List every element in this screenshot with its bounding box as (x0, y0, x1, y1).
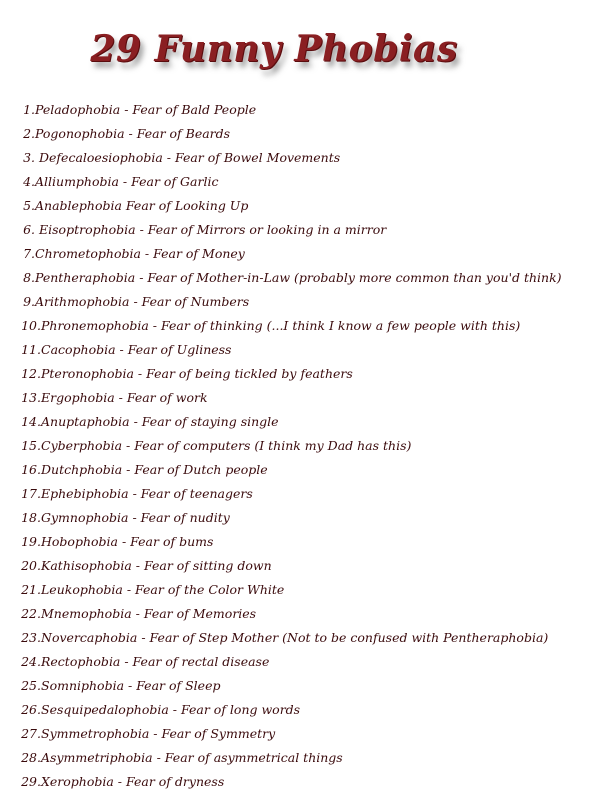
item-text: Novercaphobia - Fear of Step Mother (Not to be confused with Pentheraphobia) (41, 630, 549, 645)
item-text: Xerophobia - Fear of dryness (41, 774, 225, 789)
list-item (20, 218, 598, 242)
item-text: Sesquipedalophobia - Fear of long words (41, 702, 301, 717)
item-number: 22. (21, 606, 41, 621)
item-text: Arithmophobia - Fear of Numbers (35, 294, 250, 309)
list-item (20, 770, 598, 794)
item-text: Anuptaphobia - Fear of staying single (41, 414, 279, 429)
item-text: Peladophobia - Fear of Bald People (35, 102, 257, 117)
item-number: 11. (21, 342, 41, 357)
item-number: 15. (21, 438, 41, 453)
item-number: 23. (21, 630, 41, 645)
list-item (20, 170, 598, 194)
item-number: 4. (23, 174, 35, 189)
item-number: 25. (21, 678, 41, 693)
item-number: 16. (21, 462, 41, 477)
item-number: 9. (23, 294, 35, 309)
list-item (20, 98, 598, 122)
list-item (20, 122, 598, 146)
item-number: 6. (23, 222, 35, 237)
item-number: 14. (21, 414, 41, 429)
phobia-list (20, 98, 598, 794)
item-text: Cacophobia - Fear of Ugliness (41, 342, 232, 357)
item-text: Pteronophobia - Fear of being tickled by feathers (41, 366, 353, 381)
item-text: Leukophobia - Fear of the Color White (41, 582, 285, 597)
item-number: 28. (21, 750, 41, 765)
item-number: 27. (21, 726, 41, 741)
item-number: 17. (21, 486, 41, 501)
item-number: 8. (23, 270, 35, 285)
list-item (20, 146, 598, 170)
list-item (20, 722, 598, 746)
list-item (20, 362, 598, 386)
list-item (20, 578, 598, 602)
item-text: Cyberphobia - Fear of computers (I think my Dad has this) (41, 438, 412, 453)
item-number: 3. (23, 150, 35, 165)
list-item (20, 458, 598, 482)
item-text: Ephebiphobia - Fear of teenagers (41, 486, 253, 501)
list-item (20, 746, 598, 770)
item-text: Eisoptrophobia - Fear of Mirrors or looking in a mirror (39, 222, 387, 237)
list-item (20, 698, 598, 722)
item-number: 24. (21, 654, 41, 669)
list-item (20, 626, 598, 650)
item-text: Rectophobia - Fear of rectal disease (41, 654, 270, 669)
item-text: Kathisophobia - Fear of sitting down (41, 558, 272, 573)
list-item (20, 506, 598, 530)
item-text: Ergophobia - Fear of work (41, 390, 208, 405)
list-item (20, 194, 598, 218)
item-text: Defecaloesiophobia - Fear of Bowel Movements (39, 150, 341, 165)
list-item (20, 266, 598, 290)
item-number: 26. (21, 702, 41, 717)
list-item (20, 482, 598, 506)
item-number: 19. (21, 534, 41, 549)
item-text: Chrometophobia - Fear of Money (35, 246, 245, 261)
item-text: Alliumphobia - Fear of Garlic (35, 174, 219, 189)
item-number: 5. (23, 198, 35, 213)
item-number: 12. (21, 366, 41, 381)
item-text: Anablephobia Fear of Looking Up (35, 198, 249, 213)
item-text: Gymnophobia - Fear of nudity (41, 510, 230, 525)
item-number: 20. (21, 558, 41, 573)
item-text: Pogonophobia - Fear of Beards (35, 126, 231, 141)
item-text: Phronemophobia - Fear of thinking (...I think I know a few people with this) (41, 318, 521, 333)
list-item (20, 674, 598, 698)
list-item (20, 410, 598, 434)
list-item (20, 434, 598, 458)
list-item (20, 602, 598, 626)
item-number: 13. (21, 390, 41, 405)
list-item (20, 314, 598, 338)
list-item (20, 242, 598, 266)
item-text: Mnemophobia - Fear of Memories (41, 606, 257, 621)
item-number: 1. (23, 102, 35, 117)
item-text: Asymmetriphobia - Fear of asymmetrical things (41, 750, 343, 765)
item-number: 10. (21, 318, 41, 333)
list-item (20, 338, 598, 362)
item-text: Symmetrophobia - Fear of Symmetry (41, 726, 276, 741)
item-number: 7. (23, 246, 35, 261)
list-item (20, 386, 598, 410)
item-number: 2. (23, 126, 35, 141)
list-item (20, 290, 598, 314)
item-text: Dutchphobia - Fear of Dutch people (41, 462, 268, 477)
item-text: Hobophobia - Fear of bums (41, 534, 214, 549)
page-title: 29 Funny Phobias (90, 28, 458, 70)
item-text: Pentheraphobia - Fear of Mother-in-Law (probably more common than you'd think) (35, 270, 562, 285)
item-number: 21. (21, 582, 41, 597)
list-item (20, 554, 598, 578)
list-item (20, 650, 598, 674)
item-text: Somniphobia - Fear of Sleep (41, 678, 221, 693)
item-number: 29. (21, 774, 41, 789)
list-item (20, 530, 598, 554)
item-number: 18. (21, 510, 41, 525)
